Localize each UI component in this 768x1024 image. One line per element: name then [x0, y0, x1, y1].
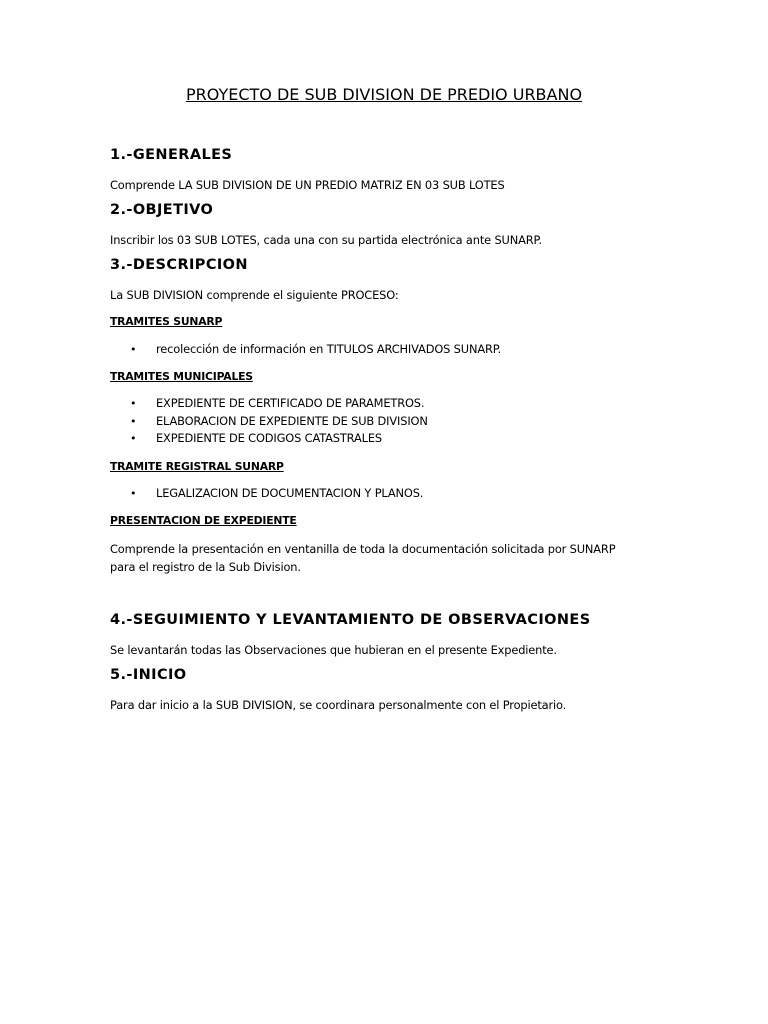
bullet-icon: • — [130, 487, 137, 500]
list-item — [130, 342, 501, 356]
bullet-icon: • — [130, 397, 137, 410]
list-item-text: ELABORACION DE EXPEDIENTE DE SUB DIVISION — [156, 414, 428, 428]
list-item — [130, 486, 423, 500]
heading-inicio: 5.-INICIO — [110, 667, 187, 683]
subheading-tramites-municipales: TRAMITES MUNICIPALES — [110, 370, 253, 383]
heading-generales: 1.-GENERALES — [110, 147, 233, 163]
list-item-text: recolección de información en TITULOS ARCHIVADOS SUNARP. — [156, 342, 502, 356]
list-item — [130, 431, 382, 445]
paragraph-presentacion: Comprende la presentación en ventanilla de toda la documentación solicitada por SUNARP para el registro de la Sub Division. — [110, 542, 616, 574]
paragraph-generales: Comprende LA SUB DIVISION DE UN PREDIO MATRIZ EN 03 SUB LOTES — [110, 178, 505, 192]
paragraph-objetivo: Inscribir los 03 SUB LOTES, cada una con su partida electrónica ante SUNARP. — [110, 233, 542, 247]
list-item-text: EXPEDIENTE DE CODIGOS CATASTRALES — [156, 431, 382, 445]
paragraph-descripcion-intro: La SUB DIVISION comprende el siguiente PROCESO: — [110, 288, 399, 302]
paragraph-inicio: Para dar inicio a la SUB DIVISION, se coordinara personalmente con el Propietario. — [110, 698, 567, 712]
heading-descripcion: 3.-DESCRIPCION — [110, 257, 248, 273]
list-item — [130, 414, 428, 428]
subheading-tramite-registral: TRAMITE REGISTRAL SUNARP — [110, 460, 284, 473]
subheading-tramites-sunarp: TRAMITES SUNARP — [110, 315, 223, 328]
heading-objetivo: 2.-OBJETIVO — [110, 202, 214, 218]
bullet-icon: • — [130, 415, 137, 428]
bullet-icon: • — [130, 432, 137, 445]
list-item — [130, 396, 424, 410]
list-item-text: EXPEDIENTE DE CERTIFICADO DE PARAMETROS. — [156, 396, 425, 410]
list-item-text: LEGALIZACION DE DOCUMENTACION Y PLANOS. — [156, 486, 424, 500]
document-title: PROYECTO DE SUB DIVISION DE PREDIO URBANO — [185, 85, 583, 104]
bullet-icon: • — [130, 343, 137, 356]
subheading-presentacion: PRESENTACION DE EXPEDIENTE — [110, 514, 297, 527]
paragraph-seguimiento: Se levantarán todas las Observaciones que hubieran en el presente Expediente. — [110, 643, 557, 657]
heading-seguimiento: 4.-SEGUIMIENTO Y LEVANTAMIENTO DE OBSERVACIONES — [110, 612, 591, 628]
